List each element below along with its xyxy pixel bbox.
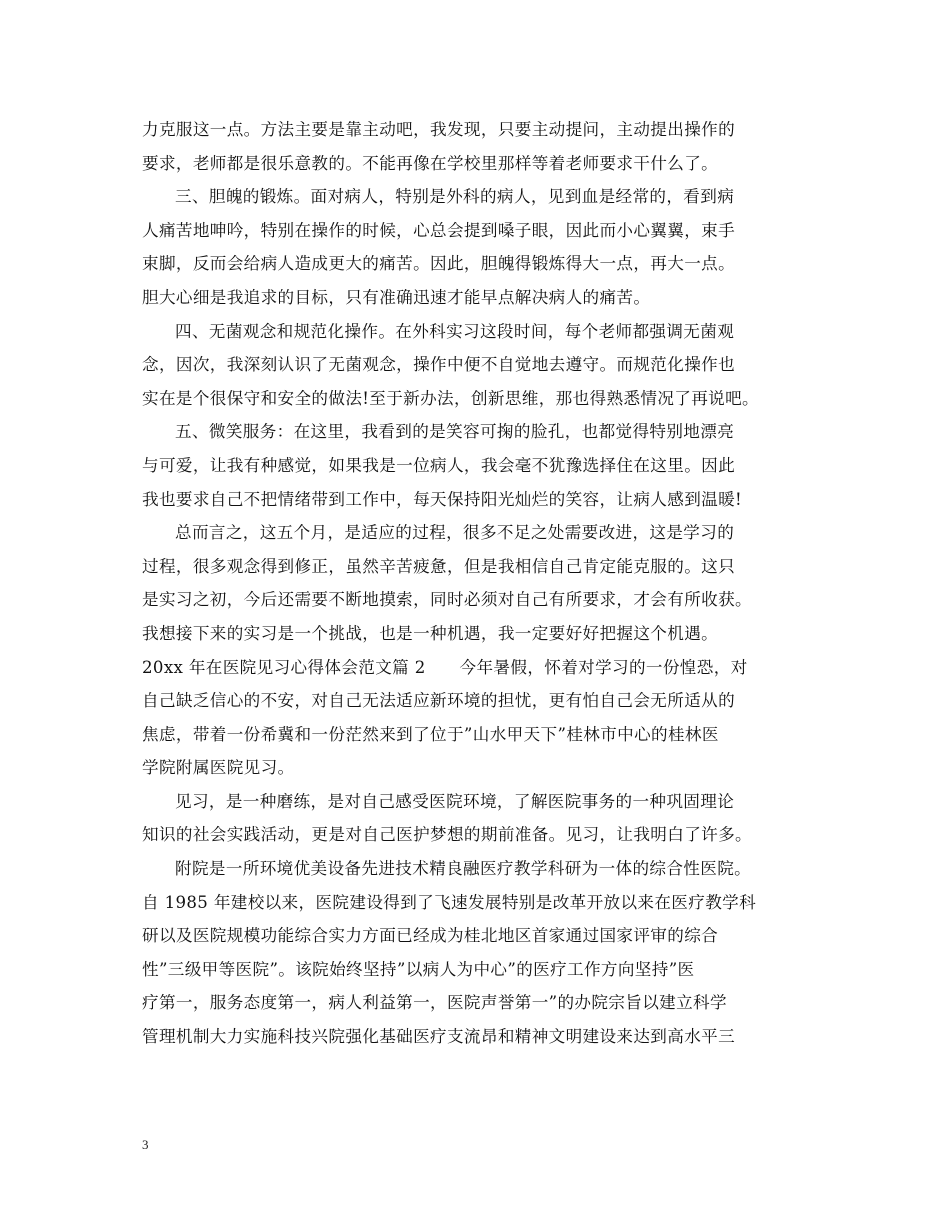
text-line: 性”三级甲等医院”。该院始终坚持”以病人为中心”的医疗工作方向坚持”医 [142,959,695,979]
text-line: 学院附属医院见习。 [142,758,295,778]
text-line: 自己缺乏信心的不安，对自己无法适应新环境的担忧，更有怕自己会无所适从的 [142,691,736,711]
text-line: 束脚，反而会给病人造成更大的痛苦。因此，胆魄得锻炼得大一点，再大一点。 [142,254,736,274]
text-line: 焦虑，带着一份希冀和一份茫然来到了位于”山水甲天下”桂林市中心的桂林医 [142,724,719,744]
text-line: 研以及医院规模功能综合实力方面已经成为桂北地区首家通过国家评审的综合 [142,926,719,946]
page-number: 3 [142,1137,149,1152]
text-line: 实在是个很保守和安全的做法!至于新办法，创新思维，那也得熟悉情况了再说吧。 [142,388,759,408]
text-line: 疗第一，服务态度第一，病人利益第一，医院声誉第一”的办院宗旨以建立科学 [142,993,727,1013]
text-line: 我也要求自己不把情绪带到工作中，每天保持阳光灿烂的笑容，让病人感到温暖! [142,489,743,509]
text-line: 20xx 年在医院见习心得体会范文篇 2 今年暑假，怀着对学习的一份惶恐，对 [142,657,748,677]
text-line: 五、微笑服务：在这里，我看到的是笑容可掬的脸孔，也都觉得特别地漂亮 [175,422,735,442]
text-line: 总而言之，这五个月，是适应的过程，很多不足之处需要改进，这是学习的 [175,523,735,543]
text-line: 附院是一所环境优美设备先进技术精良融医疗教学科研为一体的综合性医院。 [175,859,752,879]
text-line: 胆大心细是我追求的目标，只有准确迅速才能早点解决病人的痛苦。 [142,287,651,307]
text-line: 管理机制大力实施科技兴院强化基础医疗支流昂和精神文明建设来达到高水平三 [142,1027,736,1047]
text-line: 是实习之初，今后还需要不断地摸索，同时必须对自己有所要求，才会有所收获。 [142,590,752,610]
text-line: 力克服这一点。方法主要是靠主动吧，我发现，只要主动提问，主动提出操作的 [142,120,736,139]
text-line: 要求，老师都是很乐意教的。不能再像在学校里那样等着老师要求干什么了。 [142,153,719,173]
text-line: 念，因次，我深刻认识了无菌观念，操作中便不自觉地去遵守。而规范化操作也 [142,355,736,375]
document-body [142,113,814,1054]
text-line: 人痛苦地呻吟，特别在操作的时候，心总会提到嗓子眼，因此而小心翼翼，束手 [142,220,736,240]
text-line: 三、胆魄的锻炼。面对病人，特别是外科的病人，见到血是经常的，看到病 [175,187,735,207]
text-line: 与可爱，让我有种感觉，如果我是一位病人，我会毫不犹豫选择住在这里。因此 [142,455,736,475]
text-line: 过程，很多观念得到修正，虽然辛苦疲惫，但是我相信自己肯定能克服的。这只 [142,556,736,576]
text-line: 见习，是一种磨练，是对自己感受医院环境，了解医院事务的一种巩固理论 [175,791,735,811]
text-line: 自 1985 年建校以来，医院建设得到了飞速发展特别是改革开放以来在医疗教学科 [142,892,757,912]
text-line: 我想接下来的实习是一个挑战，也是一种机遇，我一定要好好把握这个机遇。 [142,623,719,643]
text-line: 四、无菌观念和规范化操作。在外科实习这段时间，每个老师都强调无菌观 [175,321,735,341]
text-line: 知识的社会实践活动，更是对自己医护梦想的期前准备。见习，让我明白了许多。 [142,825,752,845]
